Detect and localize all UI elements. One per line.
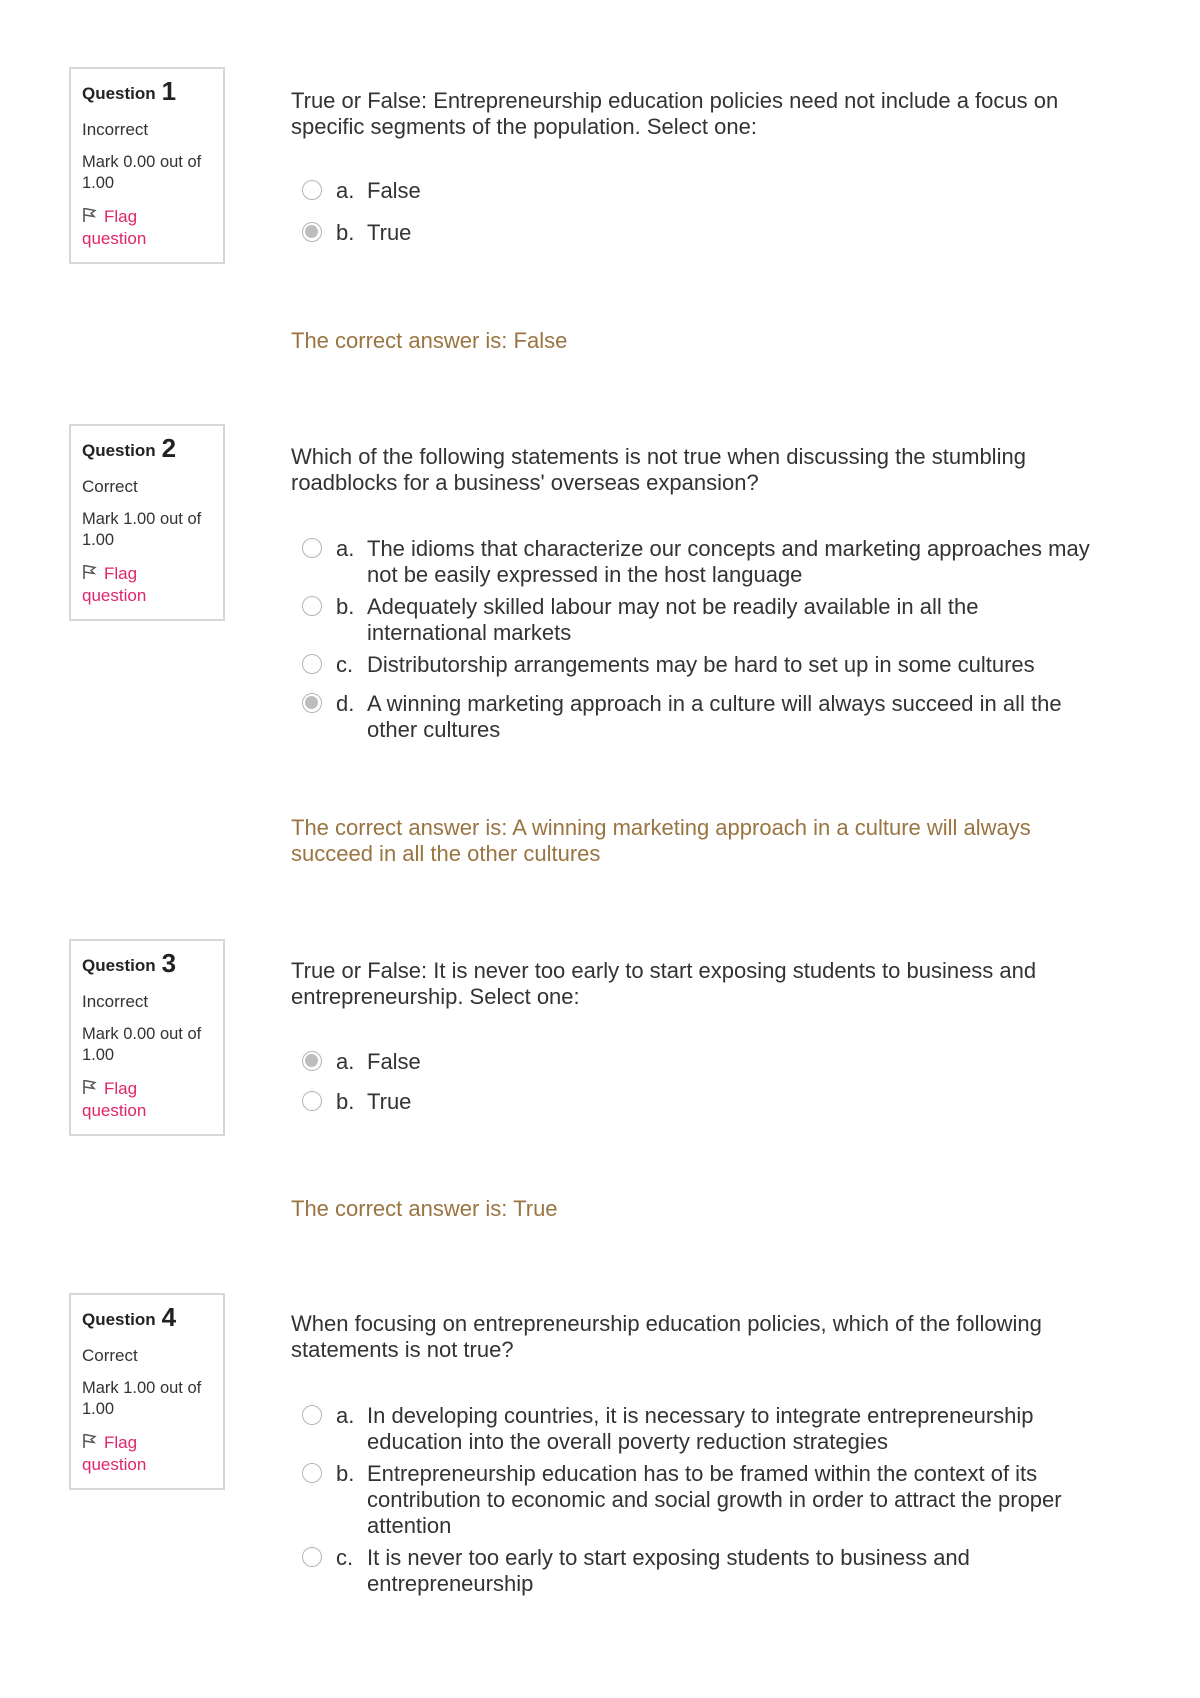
question-number: Question 1	[82, 76, 177, 106]
flag-question-link[interactable]: Flag question	[82, 1079, 147, 1120]
radio-button-selected[interactable]	[302, 222, 322, 242]
question-info-3	[69, 939, 225, 1136]
question-state: Incorrect	[82, 120, 149, 139]
question-info-1	[69, 67, 225, 264]
question-info-2	[69, 424, 225, 621]
question-state: Incorrect	[82, 992, 149, 1011]
question-number: Question 2	[82, 433, 177, 463]
flag-question-link[interactable]: Flag question	[82, 564, 147, 605]
radio-button-selected[interactable]	[302, 693, 322, 713]
answer-option[interactable]: c. It is never too early to start exposing students to business and entrepreneurship	[302, 1545, 1102, 1597]
answer-options-1	[302, 178, 1102, 246]
flag-question-link[interactable]: Flag question	[82, 1433, 147, 1474]
answer-option[interactable]: a. In developing countries, it is necessary to integrate entrepreneurship education into the overall poverty reduction strategies	[302, 1403, 1102, 1455]
radio-button[interactable]	[302, 596, 322, 616]
correct-answer-feedback-3: The correct answer is: True	[291, 1196, 558, 1221]
question-text-3: True or False: It is never too early to start exposing students to business and entrepreneurship. Select one:	[291, 958, 1037, 1009]
correct-answer-feedback-2: The correct answer is: A winning marketing approach in a culture will always succeed in all the other cultures	[291, 815, 1031, 866]
flag-question-link[interactable]: Flag question	[82, 207, 147, 248]
radio-button[interactable]	[302, 180, 322, 200]
answer-option[interactable]: b. True	[302, 220, 1102, 246]
question-text-1: True or False: Entrepreneurship education policies need not include a focus on specific segments of the population. Select one:	[291, 88, 1059, 139]
question-grade: Mark 1.00 out of 1.00	[82, 510, 202, 549]
radio-button[interactable]	[302, 1463, 322, 1483]
answer-option[interactable]: b. True	[302, 1089, 1102, 1115]
answer-options-3	[302, 1049, 1102, 1115]
answer-option[interactable]: d. A winning marketing approach in a culture will always succeed in all the other cultures	[302, 691, 1102, 743]
radio-button[interactable]	[302, 538, 322, 558]
flag-icon	[82, 1433, 98, 1449]
question-number: Question 4	[82, 1302, 177, 1332]
answer-option[interactable]: a. False	[302, 1049, 1102, 1075]
question-text-2: Which of the following statements is not true when discussing the stumbling roadblocks for a business' overseas expansion?	[291, 444, 1026, 495]
answer-options-4	[302, 1403, 1102, 1597]
question-state: Correct	[82, 1346, 138, 1365]
radio-button[interactable]	[302, 1547, 322, 1567]
flag-icon	[82, 564, 98, 580]
radio-button[interactable]	[302, 654, 322, 674]
radio-button[interactable]	[302, 1405, 322, 1425]
radio-button[interactable]	[302, 1091, 322, 1111]
question-number: Question 3	[82, 948, 177, 978]
answer-option[interactable]: a. False	[302, 178, 1102, 204]
answer-option[interactable]: b. Entrepreneurship education has to be framed within the context of its contribution to economic and social growth in order to attract the proper attention	[302, 1461, 1102, 1539]
flag-icon	[82, 1079, 98, 1095]
radio-button-selected[interactable]	[302, 1051, 322, 1071]
correct-answer-feedback-1: The correct answer is: False	[291, 328, 568, 353]
question-grade: Mark 0.00 out of 1.00	[82, 153, 202, 192]
flag-icon	[82, 207, 98, 223]
question-info-4	[69, 1293, 225, 1490]
question-grade: Mark 0.00 out of 1.00	[82, 1025, 202, 1064]
answer-option[interactable]: a. The idioms that characterize our concepts and marketing approaches may not be easily expressed in the host language	[302, 536, 1102, 588]
question-state: Correct	[82, 477, 138, 496]
question-text-4: When focusing on entrepreneurship education policies, which of the following statements is not true?	[291, 1311, 1042, 1362]
question-grade: Mark 1.00 out of 1.00	[82, 1379, 202, 1418]
answer-options-2	[302, 536, 1102, 743]
answer-option[interactable]: b. Adequately skilled labour may not be readily available in all the international markets	[302, 594, 1102, 646]
answer-option[interactable]: c. Distributorship arrangements may be hard to set up in some cultures	[302, 652, 1102, 678]
